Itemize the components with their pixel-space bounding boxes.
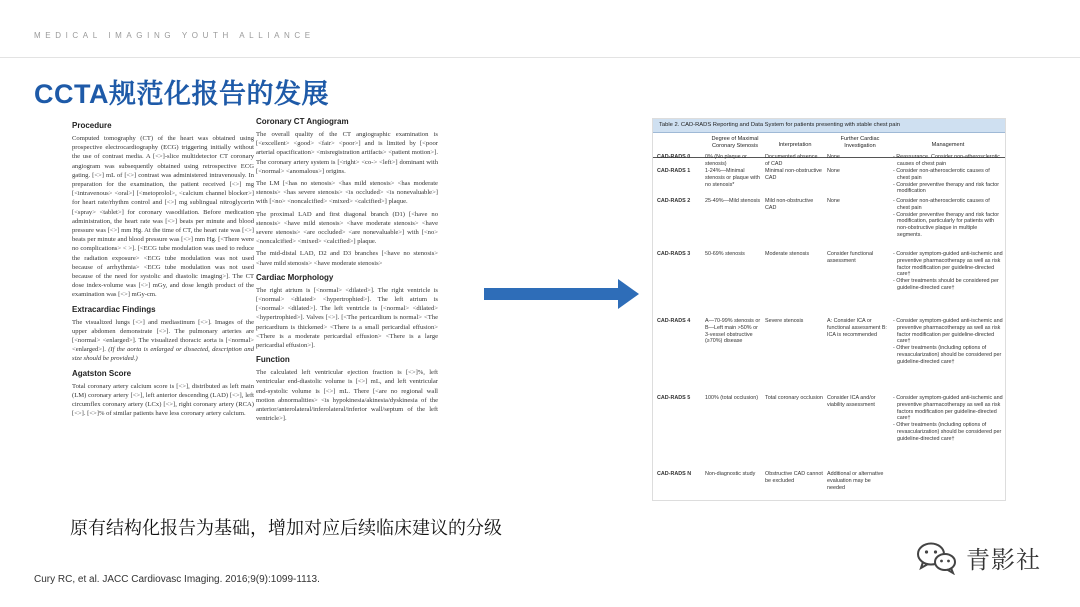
cell-investigation: Additional or alternative evaluation may be needed [827,471,884,491]
procedure-text: Computed tomography (CT) of the heart was obtained using prospective electrocardiography (ECG) triggering initially without the use of contrast media. A [<>]-slice multidetector CT coronary angiogram was subsequently obtained using retrospective ECG gating. [<>] mL of [<>] contrast was administered intravenously. In preparation for the examination, the patient received [<>] mg [<intravenous> <oral>] [<metoprolol>, <calcium channel blocker>] for heart rate/rhythm control and [<>] mg sublingual nitroglycerin [<spray> <tablet>] for coronary vasodilation. Before medication administration, the heart rate was [<>] beats per minute and blood pressure was [<>] mm Hg. At the time of CT, the heart rate was [<>] beats per minute and blood pressure was [<>] mm Hg. [<There were no complications> < >]. [<ECG tube modulation was used to reduce the radiation exposure> <ECG tube modulation was not used because of arrhythmia> <ECG tube modulation was not used because of the need for systolic and diastolic imaging>]. The CT dose index-volume was [<>] mGy, and dose length product of the examination was [<>] mGy-cm. [72,135,254,299]
table-caption: Table 2. CAD-RADS Reporting and Data System for patients presenting with stable chest pain [653,119,1005,133]
cell-stenosis: 0% (No plaque or stenosis) [705,154,747,167]
management-item: - Consider preventive therapy and risk factor modification [893,181,1000,195]
cell-grade: CAD-RADS 2 [657,198,691,204]
cell-management [893,154,1003,168]
cell-stenosis: 1-24%—Minimal stenosis or plaque with no stenosis* [705,168,760,188]
agatston-heading: Agatston Score [72,368,132,378]
cell-investigation: None [827,168,840,174]
management-item: - Consider non-atherosclerotic causes of chest pain [893,198,990,211]
header-interpretation: Interpretation [778,141,812,148]
right-arrow-icon [484,278,640,310]
agatston-text: Total coronary artery calcium score is [<>], distributed as left main (LM) coronary artery [<>], left anterior descending (LAD) [<>], left circumflex coronary artery (LCx) [<>], right coronary artery (RCA) [<>]. [<>]% of similar patients have less coronary artery calcium. [72,382,254,418]
cell-stenosis: 50-69% stenosis [705,251,745,257]
slide-summary: 原有结构化报告为基础，增加对应后续临床建议的分级 [70,518,502,538]
cell-management [893,318,1003,366]
cad-rads-table [652,118,1006,501]
cell-management [893,251,1003,292]
logo [916,540,1041,575]
cell-interpretation: Minimal non-obstructive CAD [765,168,822,181]
cell-interpretation: Severe stenosis [765,318,804,324]
management-item: - Consider non-atherosclerotic causes of chest pain [893,168,990,181]
cell-investigation: Consider ICA and/or viability assessment [827,395,876,408]
cell-grade: CAD-RADS 5 [657,395,691,401]
cell-stenosis: 100% (total occlusion) [705,395,759,401]
organization-header: MEDICAL IMAGING YOUTH ALLIANCE [34,31,315,40]
header-stenosis: Degree of Maximal Coronary Stenosis [711,135,759,149]
document-right-column [256,116,438,426]
cell-stenosis: A—70-99% stenosis or B—Left main >50% or 3-vessel obstructive (≥70%) disease [705,318,761,345]
extracardiac-note: (If the aorta is enlarged or dissected, description and size should be provided.) [72,346,254,363]
cell-grade: CAD-RADS 1 [657,168,691,174]
function-heading: Function [256,355,290,365]
logo-text: 青影社 [966,547,1041,574]
cell-investigation: None [827,154,840,160]
cell-grade: CAD-RADS 4 [657,318,691,324]
management-item: - Consider preventive therapy and risk factor modification, particularly for patients with non-obstructive plaque in multiple segments. [893,211,1000,238]
extracardiac-body: The visualized lungs [<>] and mediastinum [<>]. Images of the upper abdomen demonstrate [<>]. The pulmonary arteries are [<normal> <enlarged>]. The visualized thoracic aorta is [<normal> <enlarged>]. [72,318,254,354]
morphology-heading: Cardiac Morphology [256,272,334,282]
cell-management [893,168,1003,195]
cell-interpretation: Mild non-obstructive CAD [765,198,814,211]
function-text: The calculated left ventricular ejection fraction is [<>]%, left ventricular end-diastolic volume is [<>] mL, and left ventricular end-systolic volume is [<>] mL. There [<are no regional wall motion abnormalities> <is hypokinesia/akinesia/dyskinesia of the anterior/anterolateral/inferolateral/inferior wall/septum of the left ventricle>]. [256,369,438,423]
cell-interpretation: Obstructive CAD cannot be excluded [765,471,823,484]
management-item: - Consider symptom-guided anti-ischemic and preventive pharmacotherapy as well as risk factors modification per guideline-directed care† [893,395,1003,422]
angiogram-text-4: The mid-distal LAD, D2 and D3 branches [<have no stenosis> <have mild stenosis> <have moderate stenosis> [256,250,438,267]
cell-management [893,198,1003,239]
management-item: - Consider symptom-guided anti-ischemic and preventive pharmacotherapy as well as risk factor modification per guideline-directed care† [893,251,1003,278]
citation: Cury RC, et al. JACC Cardiovasc Imaging. 2016;9(9):1099-1113. [34,574,320,585]
cell-interpretation: Total coronary occlusion [765,395,823,401]
angiogram-text-1: The overall quality of the CT angiographic examination is [<excellent> <good> <fair> <poor>] and is limited by [<poor arterial opacification> <misregistration artifacts> <patient motion>]. The coronary artery system is [<right> <co-> <left>] dominant with [<normal> <anomalous>] origins. [256,131,438,175]
angiogram-text-3: The proximal LAD and first diagonal branch (D1) [<have no stenosis> <have mild stenosis> <have moderate stenosis> <have severe stenosis> <are occluded> <are nonevaluable>] with [<no> <noncalcified> <mixed> <calcified>] plaque. [256,210,438,246]
header-management: Management [931,141,965,148]
angiogram-heading: Coronary CT Angiogram [256,117,349,126]
extracardiac-text [72,318,254,364]
procedure-heading: Procedure [72,121,112,130]
wechat-logo-icon [916,541,958,575]
morphology-text: The right atrium is [<normal> <dilated>]. The right ventricle is [<normal> <dilated> <hypertrophied>]. The left atrium is [<normal> <dilated>]. The left ventricle is [<normal> <dilated> <hypertrophied>]. Valves [<>]. [<The pericardium is normal> <The pericardium is thickened> <There is a small pericardial effusion> <There is a moderate pericardial effusion> <There is a large pericardial effusion>]. [256,286,438,350]
management-item: - Consider symptom-guided anti-ischemic and preventive pharmacotherapy as well as risk factor modification per guideline-directed care† [893,318,1003,345]
cell-stenosis: 25-49%—Mild stenosis [705,198,761,204]
cell-stenosis: Non-diagnostic study [705,471,756,477]
cell-investigation: None [827,198,840,204]
management-item: - Reassurance. Consider non-atherosclerotic causes of chest pain [893,154,1000,167]
cell-investigation: Consider functional assessment [827,251,874,264]
cell-investigation: A: Consider ICA or functional assessment B: ICA is recommended [827,318,887,338]
management-item: - Other treatments should be considered per guideline-directed care† [893,278,999,291]
cell-interpretation: Moderate stenosis [765,251,810,257]
cell-grade: CAD-RADS 3 [657,251,691,257]
extracardiac-heading: Extracardiac Findings [72,304,156,314]
cell-grade: CAD-RADS 0 [657,154,691,160]
cell-interpretation: Documented absence of CAD [765,154,818,167]
header-divider [0,57,1080,58]
angiogram-text-2: The LM [<has no stenosis> <has mild stenosis> <has moderate stenosis> <has severe stenosis> <is occluded> <is nonevaluable>] with [<no> <noncalcified> <mixed> <calcified>] plaque. [256,180,438,206]
management-item: - Other treatments (including options of revascularization) should be considered per guideline-directed care† [893,422,1002,442]
structured-report-document [64,116,452,494]
cell-grade: CAD-RADS N [657,471,692,477]
cell-management [893,395,1003,443]
document-left-column [72,116,254,421]
header-investigation: Further Cardiac Investigation [840,135,880,149]
management-item: - Other treatments (including options of revascularization) should be considered per guideline-directed care† [893,345,1002,365]
slide-title: CCTA规范化报告的发展 [34,79,329,109]
